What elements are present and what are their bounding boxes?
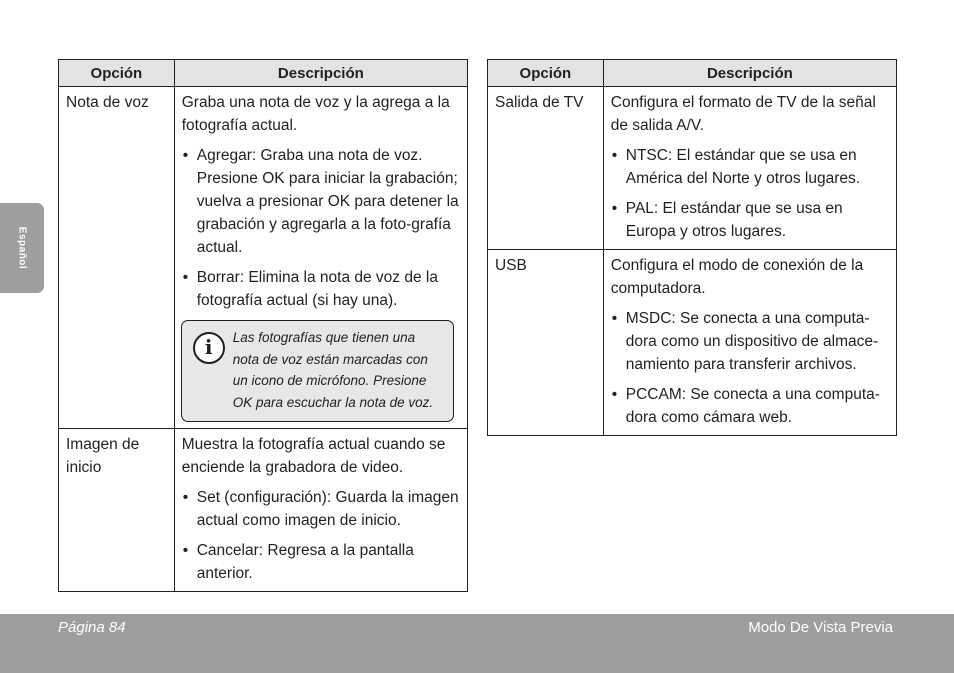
option-cell: Nota de voz: [59, 87, 175, 429]
description-cell: [174, 87, 467, 429]
bullet-item: • Borrar: Elimina la nota de voz de la fotografía actual (si hay una).: [182, 266, 461, 312]
description-intro: Muestra la fotografía actual cuando se enciende la grabadora de video.: [181, 436, 446, 476]
language-tab-label: Español: [16, 226, 28, 270]
section-title: Modo De Vista Previa: [748, 619, 893, 636]
bullet-list: [182, 486, 461, 585]
bullet-list: [611, 307, 890, 429]
option-cell: USB: [488, 250, 604, 436]
note-text: Las fotografías que tienen una nota de voz están marcadas con un icono de micrófono. Presione OK para escuchar la nota de voz.: [232, 330, 434, 410]
option-cell: Salida de TV: [488, 87, 604, 250]
bullet-item: • MSDC: Se conecta a una computa-dora como un dispositivo de almace-namiento para transferir archivos.: [611, 307, 890, 376]
page-footer: [0, 614, 954, 673]
header-description: Descripción: [174, 60, 467, 87]
bullet-list: [182, 144, 461, 312]
description-intro: Graba una nota de voz y la agrega a la fotografía actual.: [181, 94, 450, 134]
bullet-item: • Cancelar: Regresa a la pantalla anterior.: [182, 539, 461, 585]
description-cell: [174, 429, 467, 592]
table-row: [59, 87, 468, 429]
bullet-item: • Set (configuración): Guarda la imagen actual como imagen de inicio.: [182, 486, 461, 532]
bullet-item: • PCCAM: Se conecta a una computa-dora como cámara web.: [611, 383, 890, 429]
left-settings-table: [58, 59, 468, 592]
table-header-row: [59, 60, 468, 87]
language-side-tab: [0, 203, 44, 293]
info-icon: i: [193, 332, 225, 364]
header-option: Opción: [59, 60, 175, 87]
table-row: [488, 87, 897, 250]
description-cell: [603, 250, 896, 436]
bullet-item: • NTSC: El estándar que se usa en América del Norte y otros lugares.: [611, 144, 890, 190]
description-intro: Configura el formato de TV de la señal de salida A/V.: [610, 94, 876, 134]
description-intro: Configura el modo de conexión de la computadora.: [610, 257, 864, 297]
header-description: Descripción: [603, 60, 896, 87]
description-cell: [603, 87, 896, 250]
option-cell: Imagen de inicio: [59, 429, 175, 592]
page-number: Página 84: [58, 619, 126, 636]
table-header-row: [488, 60, 897, 87]
table-row: [59, 429, 468, 592]
info-note: [181, 320, 454, 422]
bullet-item: • Agregar: Graba una nota de voz. Presione OK para iniciar la grabación; vuelva a presionar OK para detener la grabación y agregarla a la foto-grafía actual.: [182, 144, 461, 259]
header-option: Opción: [488, 60, 604, 87]
bullet-list: [611, 144, 890, 243]
bullet-item: • PAL: El estándar que se usa en Europa y otros lugares.: [611, 197, 890, 243]
right-settings-table: [487, 59, 897, 436]
table-row: [488, 250, 897, 436]
